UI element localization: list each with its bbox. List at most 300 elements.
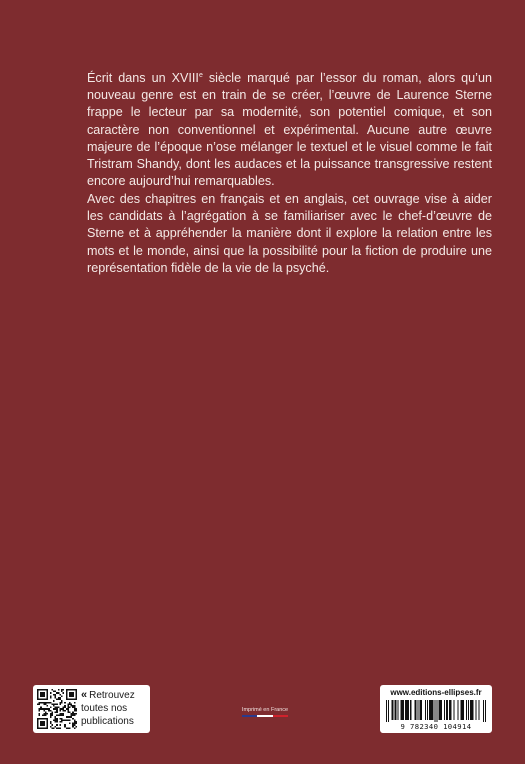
barcode-bar	[472, 700, 473, 720]
qr-module	[74, 719, 76, 721]
qr-module	[56, 699, 58, 701]
barcode-bar	[429, 700, 430, 720]
qr-module	[63, 689, 65, 691]
qr-module	[61, 715, 63, 717]
qr-module	[43, 721, 45, 723]
qr-module	[64, 719, 66, 721]
barcode-bar	[470, 700, 471, 720]
qr-module	[42, 699, 44, 701]
qr-module	[47, 726, 49, 728]
qr-module	[40, 721, 42, 723]
qr-module	[56, 692, 58, 694]
qr-module	[47, 713, 49, 715]
qr-module	[63, 713, 65, 715]
barcode-bar	[440, 700, 441, 720]
qr-module	[55, 721, 57, 723]
qr-module	[43, 703, 45, 705]
barcode-bar	[401, 700, 402, 720]
qr-module	[74, 708, 76, 710]
qr-module	[48, 702, 50, 704]
qr-module	[75, 692, 77, 694]
barcode-bar	[430, 700, 431, 720]
qr-module	[37, 692, 39, 694]
barcode-bar	[388, 700, 389, 722]
qr-module	[37, 694, 39, 696]
qr-module	[66, 695, 68, 697]
qr-module	[40, 689, 42, 691]
barcode-bar	[434, 700, 435, 722]
qr-module	[43, 702, 45, 704]
qr-module	[72, 724, 74, 726]
qr-module	[74, 724, 76, 726]
barcode-bar	[402, 700, 403, 720]
qr-module	[37, 695, 39, 697]
double-chevron-left-icon: «	[81, 689, 88, 701]
qr-module	[45, 708, 47, 710]
qr-module	[53, 727, 55, 729]
qr-module	[75, 699, 77, 701]
qr-module	[66, 719, 68, 721]
qr-module	[63, 715, 65, 717]
qr-module	[53, 703, 55, 705]
qr-module	[39, 702, 41, 704]
qr-module	[67, 719, 69, 721]
qr-module	[74, 710, 76, 712]
qr-module	[47, 721, 49, 723]
barcode-bar	[458, 700, 459, 720]
qr-module	[67, 705, 69, 707]
qr-module	[55, 695, 57, 697]
qr-module	[39, 699, 41, 701]
barcode-bar	[386, 700, 387, 722]
barcode-bar	[444, 700, 445, 720]
qr-module	[53, 719, 55, 721]
qr-module	[75, 713, 77, 715]
qr-module	[74, 715, 76, 717]
qr-module	[71, 692, 73, 694]
qr-module	[42, 708, 44, 710]
qr-module	[66, 694, 68, 696]
qr-module	[72, 694, 74, 696]
qr-module	[66, 699, 68, 701]
qr-module	[50, 702, 52, 704]
qr-module	[66, 689, 68, 691]
printed-label: Imprimé en France	[241, 707, 289, 713]
qr-module	[61, 708, 63, 710]
qr-module	[59, 715, 61, 717]
qr-module	[58, 715, 60, 717]
qr-module	[55, 726, 57, 728]
qr-module	[66, 697, 68, 699]
qr-module	[56, 703, 58, 705]
qr-module	[39, 713, 41, 715]
qr-module	[66, 716, 68, 718]
qr-module	[56, 721, 58, 723]
french-flag-icon	[242, 715, 288, 717]
barcode-bar	[466, 700, 467, 720]
qr-module	[37, 727, 39, 729]
qr-module	[56, 724, 58, 726]
barcode-bar	[441, 700, 442, 720]
qr-module	[59, 694, 61, 696]
qr-module	[69, 707, 71, 709]
qr-module	[39, 708, 41, 710]
qr-module	[63, 692, 65, 694]
qr-module	[74, 689, 76, 691]
qr-module	[47, 694, 49, 696]
qr-module	[40, 718, 42, 720]
qr-module	[42, 727, 44, 729]
qr-module	[66, 708, 68, 710]
qr-module	[53, 691, 55, 693]
qr-module	[74, 727, 76, 729]
qr-module	[64, 724, 66, 726]
qr-module	[59, 699, 61, 701]
qr-module	[63, 707, 65, 709]
barcode-bar	[415, 700, 416, 720]
barcode-bar	[407, 700, 408, 720]
barcode-bar	[398, 700, 399, 720]
barcode-bar	[425, 700, 426, 720]
publisher-website[interactable]: www.editions-ellipses.fr	[390, 688, 482, 697]
qr-module	[72, 695, 74, 697]
qr-module	[55, 711, 57, 713]
qr-module	[43, 718, 45, 720]
qr-module	[61, 702, 63, 704]
barcode-bar	[406, 700, 407, 720]
qr-module	[39, 703, 41, 705]
qr-module	[55, 707, 57, 709]
qr-module	[72, 715, 74, 717]
qr-module	[50, 716, 52, 718]
qr-module	[51, 711, 53, 713]
qr-module	[40, 727, 42, 729]
qr-module	[47, 723, 49, 725]
qr-module	[47, 691, 49, 693]
qr-module	[72, 713, 74, 715]
barcode-bar	[395, 700, 396, 720]
qr-module	[45, 727, 47, 729]
qr-module	[42, 715, 44, 717]
qr-module	[43, 699, 45, 701]
qr-module	[50, 697, 52, 699]
qr-module	[42, 702, 44, 704]
qr-module	[59, 710, 61, 712]
qr-module	[43, 727, 45, 729]
qr-module	[69, 719, 71, 721]
qr-module	[42, 695, 44, 697]
qr-module	[56, 710, 58, 712]
qr-module	[45, 711, 47, 713]
publications-qr-card[interactable]	[33, 685, 150, 733]
qr-module	[74, 707, 76, 709]
qr-module	[37, 703, 39, 705]
qr-module	[42, 723, 44, 725]
qr-module	[40, 694, 42, 696]
barcode-bar	[449, 700, 450, 720]
qr-module	[43, 710, 45, 712]
barcode-bar	[450, 700, 451, 720]
qr-module	[40, 708, 42, 710]
qr-module	[67, 727, 69, 729]
qr-module	[71, 695, 73, 697]
qr-module	[69, 716, 71, 718]
barcode-bar	[394, 700, 395, 720]
qr-module	[37, 697, 39, 699]
qr-module	[61, 700, 63, 702]
qr-module	[53, 694, 55, 696]
qr-module	[40, 702, 42, 704]
barcode-bar	[483, 700, 484, 722]
qr-module	[69, 702, 71, 704]
qr-module	[37, 719, 39, 721]
qr-module	[61, 689, 63, 691]
qr-module	[71, 713, 73, 715]
qr-module	[59, 708, 61, 710]
qr-module	[67, 716, 69, 718]
qr-module	[40, 695, 42, 697]
qr-module	[63, 708, 65, 710]
barcode-bar	[410, 700, 411, 720]
barcode-bar	[468, 700, 469, 720]
qr-module	[55, 708, 57, 710]
qr-module	[56, 715, 58, 717]
barcode-bar	[479, 700, 480, 720]
qr-module	[47, 719, 49, 721]
qr-module	[69, 699, 71, 701]
qr-module	[42, 689, 44, 691]
qr-module	[61, 719, 63, 721]
qr-module	[55, 694, 57, 696]
qr-module	[45, 702, 47, 704]
publications-label: Retrouvez toutes nos publications	[81, 690, 135, 727]
qr-module	[45, 713, 47, 715]
qr-module	[53, 705, 55, 707]
qr-module	[56, 727, 58, 729]
qr-module	[75, 689, 77, 691]
qr-module	[48, 708, 50, 710]
qr-module	[47, 708, 49, 710]
qr-module	[50, 713, 52, 715]
qr-module	[47, 699, 49, 701]
barcode-bar	[485, 700, 486, 722]
qr-module	[71, 703, 73, 705]
qr-module	[69, 711, 71, 713]
qr-module	[48, 710, 50, 712]
qr-module	[43, 723, 45, 725]
qr-module	[42, 692, 44, 694]
qr-module	[42, 694, 44, 696]
qr-module	[69, 723, 71, 725]
qr-module	[67, 707, 69, 709]
qr-module	[71, 699, 73, 701]
qr-module	[74, 702, 76, 704]
barcode-bar	[391, 700, 392, 720]
qr-module	[64, 726, 66, 728]
qr-module	[75, 694, 77, 696]
qr-module	[72, 711, 74, 713]
barcode-bar	[437, 700, 438, 722]
qr-module	[66, 692, 68, 694]
qr-module	[75, 726, 77, 728]
barcode-bar	[414, 700, 415, 720]
barcode-bar	[392, 700, 393, 720]
qr-module	[37, 721, 39, 723]
qr-module	[67, 703, 69, 705]
qr-module	[43, 695, 45, 697]
qr-module	[45, 689, 47, 691]
qr-module	[37, 689, 39, 691]
barcode-bar	[453, 700, 454, 720]
qr-module	[40, 724, 42, 726]
qr-module	[43, 708, 45, 710]
qr-module	[51, 727, 53, 729]
qr-module	[72, 699, 74, 701]
barcode-bar	[431, 700, 432, 720]
qr-module	[51, 703, 53, 705]
barcode-bar	[471, 700, 472, 720]
qr-module	[40, 723, 42, 725]
qr-module	[51, 715, 53, 717]
barcode-bar	[446, 700, 447, 720]
qr-module	[64, 702, 66, 704]
qr-module	[37, 718, 39, 720]
qr-module	[71, 715, 73, 717]
publications-link[interactable]	[81, 689, 149, 728]
qr-module	[71, 716, 73, 718]
qr-module	[43, 689, 45, 691]
qr-module	[59, 697, 61, 699]
qr-module	[50, 710, 52, 712]
qr-module	[50, 723, 52, 725]
qr-module	[59, 727, 61, 729]
qr-module	[75, 710, 77, 712]
barcode-card	[380, 685, 492, 733]
qr-module	[42, 721, 44, 723]
qr-module	[64, 710, 66, 712]
qr-module	[39, 710, 41, 712]
qr-module	[47, 697, 49, 699]
qr-module	[50, 715, 52, 717]
qr-module	[71, 689, 73, 691]
qr-module	[72, 705, 74, 707]
qr-module	[43, 694, 45, 696]
qr-module	[72, 726, 74, 728]
qr-module	[40, 699, 42, 701]
qr-module	[43, 724, 45, 726]
qr-module	[55, 718, 57, 720]
barcode-bar	[461, 700, 462, 720]
qr-module	[75, 723, 77, 725]
qr-module	[37, 726, 39, 728]
qr-module	[67, 710, 69, 712]
qr-module	[74, 723, 76, 725]
qr-module	[67, 711, 69, 713]
qr-module	[72, 689, 74, 691]
qr-module	[45, 699, 47, 701]
qr-module	[55, 697, 57, 699]
qr-module	[71, 705, 73, 707]
qr-module	[47, 724, 49, 726]
qr-module	[53, 700, 55, 702]
qr-module	[75, 691, 77, 693]
qr-module	[51, 724, 53, 726]
qr-module	[47, 692, 49, 694]
qr-module	[58, 727, 60, 729]
qr-module	[74, 713, 76, 715]
qr-module	[69, 727, 71, 729]
qr-module	[69, 703, 71, 705]
barcode-bar	[405, 700, 406, 720]
qr-module	[58, 692, 60, 694]
qr-module	[75, 695, 77, 697]
barcode-bar	[439, 700, 440, 720]
printed-in-france	[232, 707, 298, 717]
qr-module	[43, 692, 45, 694]
qr-module	[69, 692, 71, 694]
qr-module	[69, 689, 71, 691]
qr-module	[47, 718, 49, 720]
qr-module	[37, 723, 39, 725]
qr-module	[58, 689, 60, 691]
barcode-bar	[475, 700, 476, 720]
qr-module	[61, 713, 63, 715]
qr-module	[50, 721, 52, 723]
qr-module	[61, 718, 63, 720]
qr-module	[72, 692, 74, 694]
barcode-bar	[421, 700, 422, 720]
qr-module	[61, 695, 63, 697]
qr-module	[75, 697, 77, 699]
qr-module	[66, 727, 68, 729]
qr-code-icon[interactable]	[37, 689, 77, 729]
qr-module	[59, 724, 61, 726]
isbn-number: 9 782340 104914	[400, 722, 472, 731]
qr-module	[61, 721, 63, 723]
qr-module	[51, 713, 53, 715]
qr-module	[63, 710, 65, 712]
barcode-bar	[427, 700, 428, 720]
barcode-bar	[462, 700, 463, 720]
qr-module	[59, 713, 61, 715]
qr-module	[58, 699, 60, 701]
qr-module	[37, 691, 39, 693]
qr-module	[55, 703, 57, 705]
barcode-bar	[408, 700, 409, 720]
qr-module	[59, 721, 61, 723]
qr-module	[51, 689, 53, 691]
qr-module	[58, 707, 60, 709]
qr-module	[56, 711, 58, 713]
qr-module	[74, 721, 76, 723]
qr-module	[39, 715, 41, 717]
qr-module	[56, 718, 58, 720]
qr-module	[39, 718, 41, 720]
qr-module	[37, 724, 39, 726]
qr-module	[47, 705, 49, 707]
qr-module	[74, 699, 76, 701]
barcode-bar	[403, 700, 404, 720]
barcode-bar	[420, 700, 421, 720]
qr-module	[47, 702, 49, 704]
summary-paragraph-2: Avec des chapitres en français et en anglais, cet ouvrage vise à aider les candidats à l’agrégation à se familiariser avec le chef-d’œuvre de Sterne et à appréhender la manière dont il explore la relation entre les mots et le monde, ainsi que la possibilité pour la fiction de produire une représentation fidèle de la vie de la psyché.	[87, 192, 492, 275]
qr-module	[63, 719, 65, 721]
qr-module	[50, 726, 52, 728]
summary-paragraph-1: Écrit dans un XVIIIe siècle marqué par l’essor du roman, alors qu’un nouveau genre est en train de se créer, l’œuvre de Laurence Sterne frappe le lecteur par sa modernité, son potentiel comique, et son caractère non conventionnel et expérimental. Aucune autre œuvre majeure de l’époque n’ose mélanger le textuel et le visuel comme le fait Tristram Shandy, dont les audaces et la puissance transgressive restent encore aujourd’hui remarquables.	[87, 71, 492, 189]
qr-module	[43, 713, 45, 715]
qr-module	[72, 723, 74, 725]
qr-module	[53, 708, 55, 710]
